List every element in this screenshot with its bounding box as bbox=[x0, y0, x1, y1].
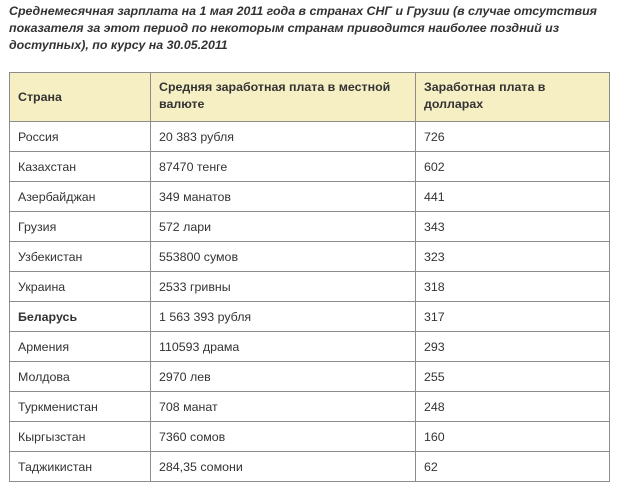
table-row bbox=[10, 422, 610, 452]
cell-usd-salary: 323 bbox=[416, 242, 610, 272]
cell-usd-salary: 343 bbox=[416, 212, 610, 242]
table-row bbox=[10, 332, 610, 362]
cell-usd-salary: 441 bbox=[416, 182, 610, 212]
cell-country: Туркменистан bbox=[10, 392, 151, 422]
header-usd-salary: Заработная плата в долларах bbox=[416, 73, 610, 122]
cell-usd-salary: 317 bbox=[416, 302, 610, 332]
salary-table bbox=[9, 72, 610, 482]
table-row bbox=[10, 212, 610, 242]
cell-local-salary: 708 манат bbox=[151, 392, 416, 422]
cell-usd-salary: 255 bbox=[416, 362, 610, 392]
cell-local-salary: 572 лари bbox=[151, 212, 416, 242]
cell-country: Украина bbox=[10, 272, 151, 302]
cell-local-salary: 2533 гривны bbox=[151, 272, 416, 302]
table-row-highlighted bbox=[10, 302, 610, 332]
cell-country: Россия bbox=[10, 122, 151, 152]
table-row bbox=[10, 152, 610, 182]
table-row bbox=[10, 362, 610, 392]
cell-usd-salary: 62 bbox=[416, 452, 610, 482]
header-local-salary: Средняя заработная плата в местной валюте bbox=[151, 73, 416, 122]
cell-country: Узбекистан bbox=[10, 242, 151, 272]
table-row bbox=[10, 272, 610, 302]
cell-country: Кыргызстан bbox=[10, 422, 151, 452]
cell-local-salary: 110593 драма bbox=[151, 332, 416, 362]
cell-usd-salary: 318 bbox=[416, 272, 610, 302]
cell-local-salary: 284,35 сомони bbox=[151, 452, 416, 482]
cell-local-salary: 7360 сомов bbox=[151, 422, 416, 452]
cell-usd-salary: 160 bbox=[416, 422, 610, 452]
header-row bbox=[10, 73, 610, 122]
cell-local-salary: 87470 тенге bbox=[151, 152, 416, 182]
table-caption: Среднемесячная зарплата на 1 мая 2011 года в странах СНГ и Грузии (в случае отсутствия показателя за этот период по некоторым странам приводится наиболее поздний из доступных), по курсу на 30.05.2011 bbox=[9, 4, 597, 52]
cell-usd-salary: 602 bbox=[416, 152, 610, 182]
cell-country: Таджикистан bbox=[10, 452, 151, 482]
header-country: Страна bbox=[10, 73, 151, 122]
table-row bbox=[10, 242, 610, 272]
cell-usd-salary: 248 bbox=[416, 392, 610, 422]
cell-usd-salary: 726 bbox=[416, 122, 610, 152]
table-body bbox=[10, 122, 610, 482]
cell-country: Беларусь bbox=[10, 302, 151, 332]
cell-country: Грузия bbox=[10, 212, 151, 242]
cell-country: Армения bbox=[10, 332, 151, 362]
cell-country: Азербайджан bbox=[10, 182, 151, 212]
table-row bbox=[10, 452, 610, 482]
cell-country: Молдова bbox=[10, 362, 151, 392]
table-header bbox=[10, 73, 610, 122]
cell-local-salary: 1 563 393 рубля bbox=[151, 302, 416, 332]
cell-local-salary: 349 манатов bbox=[151, 182, 416, 212]
cell-country: Казахстан bbox=[10, 152, 151, 182]
table-row bbox=[10, 122, 610, 152]
table-row bbox=[10, 392, 610, 422]
cell-local-salary: 20 383 рубля bbox=[151, 122, 416, 152]
cell-usd-salary: 293 bbox=[416, 332, 610, 362]
cell-local-salary: 553800 сумов bbox=[151, 242, 416, 272]
table-row bbox=[10, 182, 610, 212]
cell-local-salary: 2970 лев bbox=[151, 362, 416, 392]
